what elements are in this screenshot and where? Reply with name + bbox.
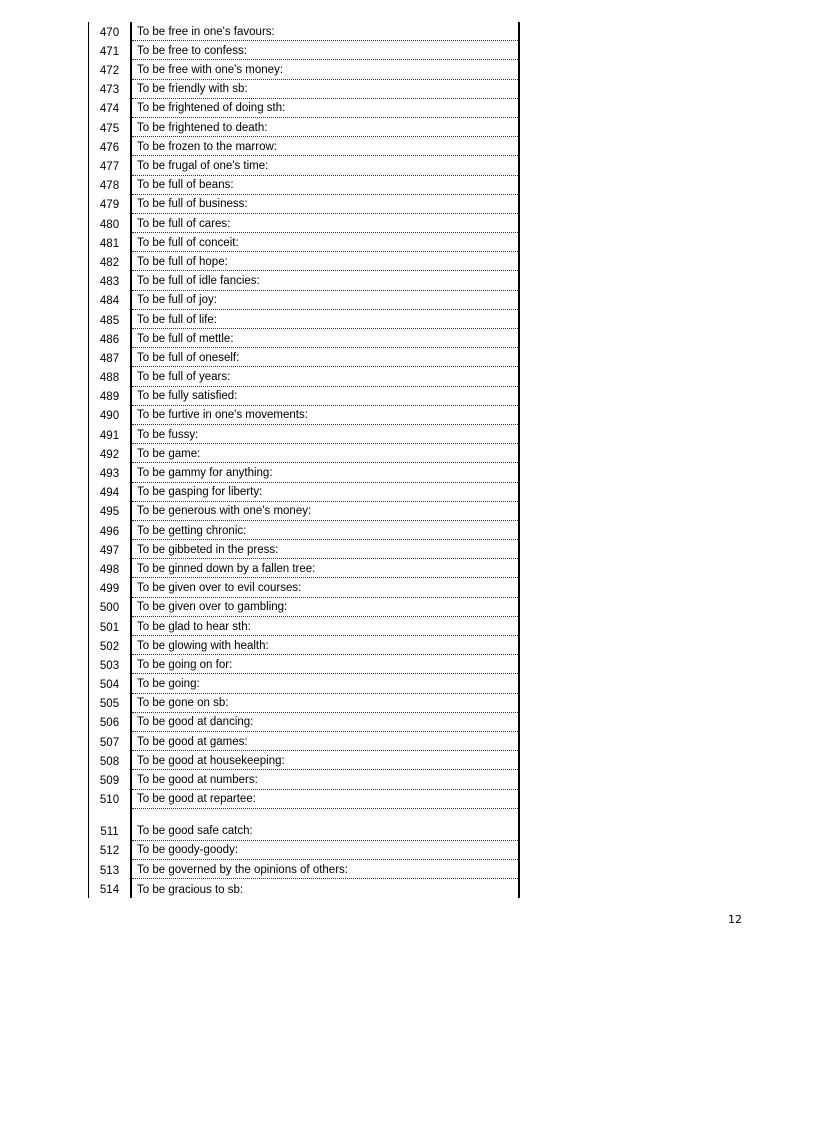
table-row — [89, 195, 518, 214]
phrase-text: To be fully satisfied: — [132, 387, 518, 406]
row-number: 488 — [89, 367, 132, 386]
phrase-text: To be full of years: — [132, 367, 518, 386]
table-row — [89, 713, 518, 732]
table-row — [89, 444, 518, 463]
phrase-text: To be governed by the opinions of others: — [132, 860, 518, 879]
phrase-text: To be goody-goody: — [132, 841, 518, 860]
row-number: 474 — [89, 99, 132, 118]
phrase-text: To be full of oneself: — [132, 348, 518, 367]
phrase-text: To be gracious to sb: — [137, 883, 244, 896]
row-number: 475 — [89, 118, 132, 137]
phrase-text: To be free with one's money: — [132, 60, 518, 79]
phrase-text: To be good at games: — [132, 732, 518, 751]
row-number: 501 — [89, 617, 132, 636]
row-number: 485 — [89, 310, 132, 329]
phrase-text: To be ginned down by a fallen tree: — [132, 559, 518, 578]
phrase-text: To be full of business: — [132, 195, 518, 214]
table-row — [89, 271, 518, 290]
phrase-text: To be going: — [132, 674, 518, 693]
table-row — [89, 118, 518, 137]
table-row — [89, 674, 518, 693]
row-number: 480 — [89, 214, 132, 233]
phrase-text: To be full of cares: — [132, 214, 518, 233]
row-number: 492 — [89, 444, 132, 463]
row-number: 512 — [89, 841, 132, 860]
phrase-text: To be frugal of one's time: — [132, 156, 518, 175]
row-number: 496 — [89, 521, 132, 540]
row-number: 471 — [89, 41, 132, 60]
phrase-text: To be frightened to death: — [132, 118, 518, 137]
phrase-text: To be given over to gambling: — [132, 598, 518, 617]
row-number: 489 — [89, 387, 132, 406]
phrase-text: To be generous with one's money: — [132, 502, 518, 521]
phrase-text: To be full of mettle: — [132, 329, 518, 348]
phrase-text: To be full of life: — [132, 310, 518, 329]
table-row — [89, 137, 518, 156]
table-row — [89, 790, 518, 809]
table-row — [89, 80, 518, 99]
row-number: 483 — [89, 271, 132, 290]
row-number: 498 — [89, 559, 132, 578]
phrase-text: To be gasping for liberty: — [132, 483, 518, 502]
table-row — [89, 751, 518, 770]
phrase-text: To be full of joy: — [132, 291, 518, 310]
phrase-text: To be friendly with sb: — [132, 80, 518, 99]
row-number: 472 — [89, 60, 132, 79]
row-number: 503 — [89, 655, 132, 674]
row-number: 506 — [89, 713, 132, 732]
phrase-text: To be game: — [132, 444, 518, 463]
table-row — [89, 617, 518, 636]
table-row — [89, 367, 518, 386]
row-number: 476 — [89, 137, 132, 156]
table-row — [89, 214, 518, 233]
phrase-text: To be full of hope: — [132, 252, 518, 271]
table-row — [89, 406, 518, 425]
phrase-table — [88, 22, 520, 898]
row-number: 502 — [89, 636, 132, 655]
table-row — [89, 578, 518, 597]
table-row — [89, 291, 518, 310]
phrase-text: To be gibbeted in the press: — [132, 540, 518, 559]
phrase-text: To be good at repartee: — [132, 790, 518, 809]
phrase-text: To be gammy for anything: — [132, 463, 518, 482]
table-row — [89, 559, 518, 578]
table-row — [89, 41, 518, 60]
row-number: 494 — [89, 483, 132, 502]
phrase-text: To be frightened of doing sth: — [132, 99, 518, 118]
phrase-text: To be fussy: — [132, 425, 518, 444]
table-row — [89, 732, 518, 751]
row-number: 484 — [89, 291, 132, 310]
table-row — [89, 60, 518, 79]
table-row — [89, 99, 518, 118]
row-number: 481 — [89, 233, 132, 252]
phrase-text: To be good at housekeeping: — [132, 751, 518, 770]
row-number: 504 — [89, 674, 132, 693]
row-number: 493 — [89, 463, 132, 482]
row-number: 473 — [89, 80, 132, 99]
table-row — [89, 694, 518, 713]
phrase-text: To be furtive in one's movements: — [132, 406, 518, 425]
table-row — [89, 502, 518, 521]
phrase-text: To be frozen to the marrow: — [132, 137, 518, 156]
table-row — [89, 252, 518, 271]
row-number: 513 — [89, 860, 132, 879]
table-row — [89, 655, 518, 674]
table-row — [89, 521, 518, 540]
phrase-text: To be full of beans: — [132, 176, 518, 195]
phrase-text: To be full of idle fancies: — [132, 271, 518, 290]
row-number: 495 — [89, 502, 132, 521]
table-row — [89, 233, 518, 252]
phrase-text: To be glad to hear sth: — [132, 617, 518, 636]
table-row — [89, 176, 518, 195]
row-number: 486 — [89, 329, 132, 348]
phrase-text: To be good at dancing: — [132, 713, 518, 732]
row-number: 511 — [89, 809, 132, 841]
row-number: 507 — [89, 732, 132, 751]
row-number: 477 — [89, 156, 132, 175]
table-row — [89, 310, 518, 329]
row-number: 490 — [89, 406, 132, 425]
row-number: 510 — [89, 790, 132, 809]
table-row — [89, 860, 518, 879]
row-number: 482 — [89, 252, 132, 271]
table-row — [89, 329, 518, 348]
table-row — [89, 387, 518, 406]
phrase-text: To be good safe catch: — [132, 809, 518, 841]
table-row — [89, 770, 518, 789]
row-number: 470 — [89, 22, 132, 41]
phrase-text: To be free in one's favours: — [132, 22, 518, 41]
table-row — [89, 540, 518, 559]
table-row — [89, 809, 518, 841]
phrase-text: To be gone on sb: — [132, 694, 518, 713]
table-row — [89, 22, 518, 41]
table-row — [89, 879, 518, 898]
page-number: 12 — [728, 913, 742, 926]
table-row — [89, 483, 518, 502]
phrase-text: To be free to confess: — [132, 41, 518, 60]
phrase-text: To be good at numbers: — [132, 770, 518, 789]
table-row — [89, 636, 518, 655]
phrase-text: To be glowing with health: — [132, 636, 518, 655]
row-number: 487 — [89, 348, 132, 367]
table-row — [89, 841, 518, 860]
row-number: 479 — [89, 195, 132, 214]
row-number: 508 — [89, 751, 132, 770]
table-row — [89, 425, 518, 444]
row-number: 514 — [89, 879, 132, 898]
table-row — [89, 348, 518, 367]
row-number: 509 — [89, 770, 132, 789]
phrase-text: To be given over to evil courses: — [132, 578, 518, 597]
table-row — [89, 598, 518, 617]
table-row — [89, 463, 518, 482]
phrase-text: To be getting chronic: — [132, 521, 518, 540]
row-number: 499 — [89, 578, 132, 597]
phrase-text: To be full of conceit: — [132, 233, 518, 252]
table-row — [89, 156, 518, 175]
row-number: 478 — [89, 176, 132, 195]
row-number: 500 — [89, 598, 132, 617]
row-number: 505 — [89, 694, 132, 713]
row-number: 497 — [89, 540, 132, 559]
phrase-text: To be going on for: — [132, 655, 518, 674]
row-number: 491 — [89, 425, 132, 444]
